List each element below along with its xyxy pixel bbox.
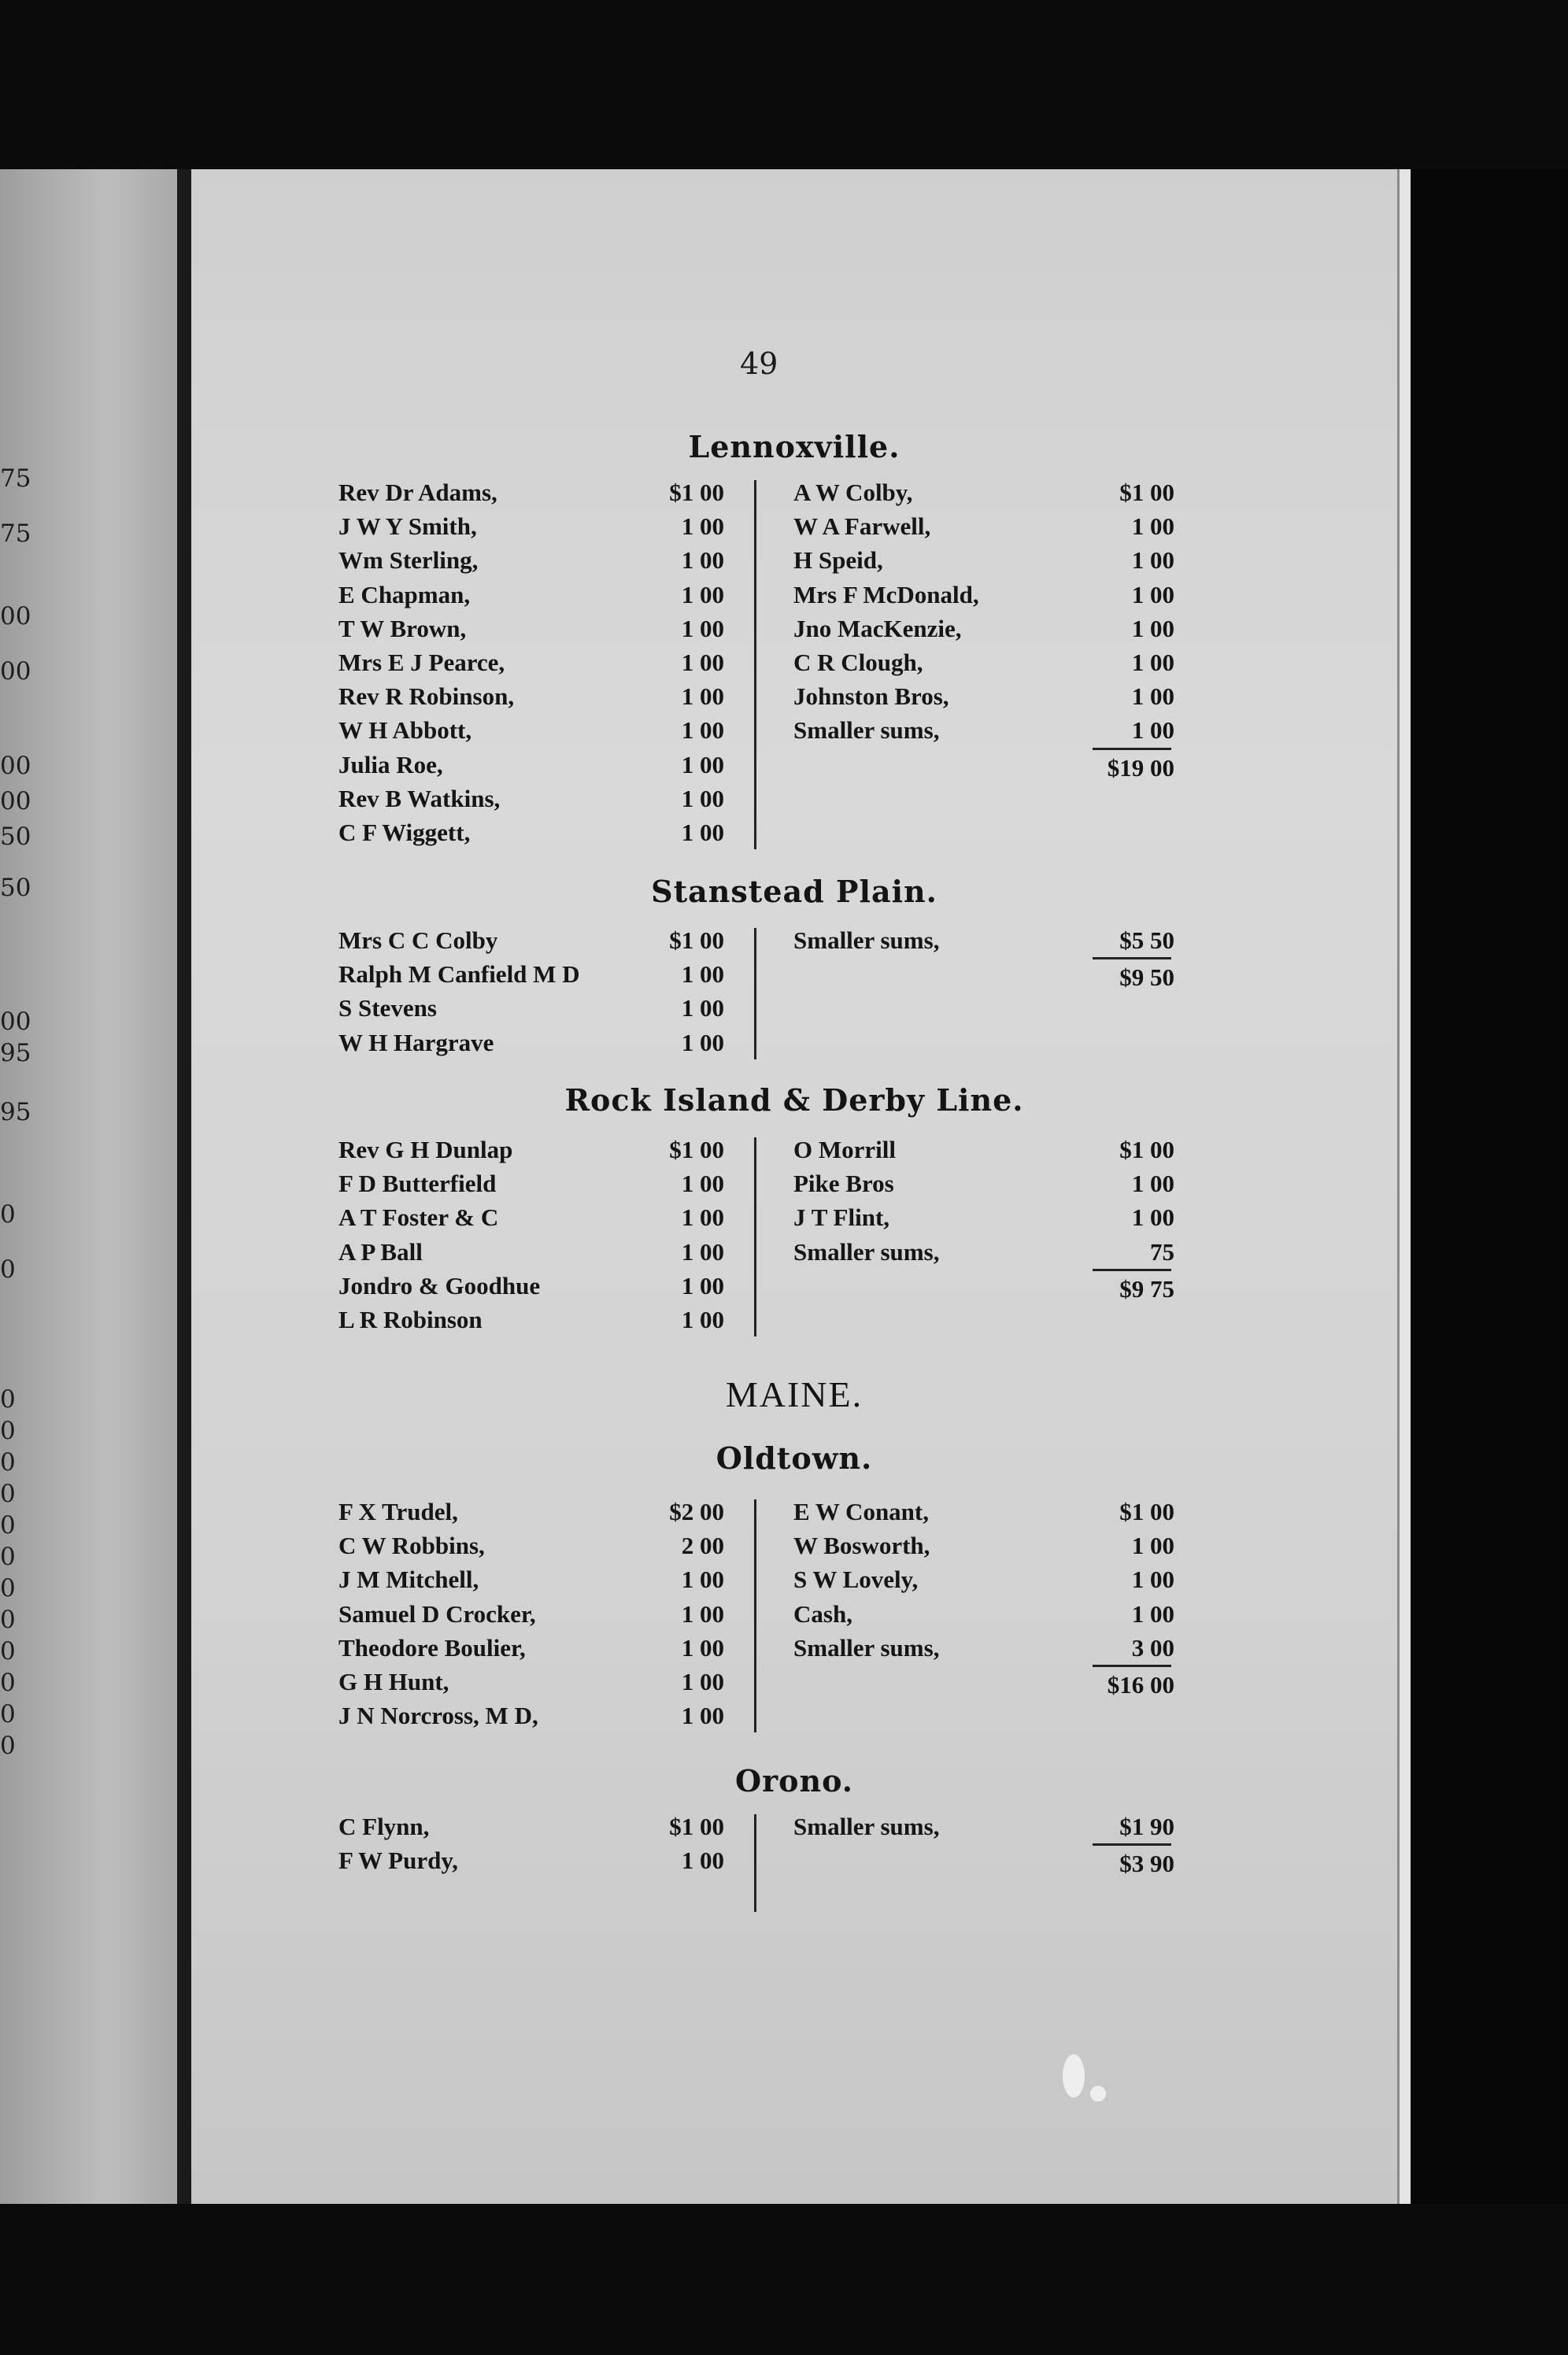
section-total: $19 00 xyxy=(1107,753,1174,782)
donation-amount: 1 00 xyxy=(681,1271,724,1300)
left-margin-number: 00 xyxy=(0,602,31,630)
donation-amount: $1 90 xyxy=(1119,1813,1174,1840)
section-heading-oldtown: Oldtown. xyxy=(716,1440,873,1476)
left-margin-number: 0 xyxy=(0,1732,16,1760)
donor-name: Jondro & Goodhue xyxy=(338,1271,541,1300)
scan-frame-top xyxy=(0,0,1568,169)
section-total: $9 75 xyxy=(1119,1274,1174,1303)
section-total: $3 90 xyxy=(1119,1850,1174,1878)
donor-name: E Chapman, xyxy=(338,580,471,608)
left-margin-number: 50 xyxy=(0,823,31,851)
donation-amount: 1 00 xyxy=(681,1203,724,1232)
donation-amount: 1 00 xyxy=(1131,580,1174,608)
donation-amount: 1 00 xyxy=(681,682,724,711)
list-item xyxy=(0,1306,1397,1339)
list-item xyxy=(0,1634,1397,1667)
section-total-row xyxy=(0,1850,1397,1883)
donor-name: A T Foster & C xyxy=(338,1203,499,1232)
left-margin-number: 00 xyxy=(0,787,31,815)
donation-amount: 1 00 xyxy=(681,546,724,575)
donor-name: W A Farwell, xyxy=(793,512,931,541)
donor-name: Smaller sums, xyxy=(793,926,940,954)
donation-amount: 1 00 xyxy=(1131,1170,1174,1198)
donation-amount: 2 00 xyxy=(681,1532,724,1560)
donor-name: Johnston Bros, xyxy=(793,682,949,711)
donation-amount: 1 00 xyxy=(681,716,724,745)
list-item xyxy=(0,1813,1397,1846)
list-item xyxy=(0,1532,1397,1565)
donor-name: E W Conant, xyxy=(793,1498,929,1525)
section-heading-stanstead: Stanstead Plain. xyxy=(651,874,937,909)
donation-amount: 1 00 xyxy=(1131,682,1174,711)
list-item xyxy=(0,819,1397,852)
donation-amount: 1 00 xyxy=(1131,1566,1174,1594)
donor-name: F W Purdy, xyxy=(338,1847,458,1875)
list-item xyxy=(0,994,1397,1027)
section-total-row xyxy=(0,1671,1397,1704)
donation-amount: 1 00 xyxy=(681,1170,724,1198)
donation-amount: 1 00 xyxy=(1131,546,1174,575)
donation-amount: 1 00 xyxy=(1131,1532,1174,1560)
donor-name: Smaller sums, xyxy=(793,1813,940,1840)
left-margin-number: 0 xyxy=(0,1543,16,1571)
donation-amount: 1 00 xyxy=(681,649,724,676)
donation-amount: 1 00 xyxy=(681,1566,724,1594)
left-margin-number: 0 xyxy=(0,1200,16,1229)
list-item xyxy=(0,926,1397,959)
donor-name: Mrs F McDonald, xyxy=(793,580,979,608)
left-margin-number: 0 xyxy=(0,1511,16,1540)
donation-amount: 1 00 xyxy=(681,960,724,989)
donation-amount: 1 00 xyxy=(1131,614,1174,642)
scan-frame-bottom xyxy=(0,2204,1568,2355)
list-item xyxy=(0,1136,1397,1169)
section-total-row xyxy=(0,963,1397,996)
total-rule xyxy=(1093,1269,1171,1271)
donation-amount: 1 00 xyxy=(681,614,724,642)
donation-amount: 1 00 xyxy=(681,750,724,778)
donation-amount: $1 00 xyxy=(1119,479,1174,506)
donor-name: Pike Bros xyxy=(793,1170,894,1198)
donation-amount: $1 00 xyxy=(1119,1498,1174,1525)
section-total: $16 00 xyxy=(1107,1671,1174,1699)
donation-amount: $5 50 xyxy=(1119,926,1174,954)
donor-name: Julia Roe, xyxy=(338,750,443,778)
list-item xyxy=(0,479,1397,512)
left-margin-number: 0 xyxy=(0,1669,16,1697)
left-margin-number: 0 xyxy=(0,1480,16,1508)
section-total-row xyxy=(0,754,1397,787)
donor-name: H Speid, xyxy=(793,546,883,575)
donation-amount: $1 00 xyxy=(669,926,724,954)
donor-name: A W Colby, xyxy=(793,479,913,506)
donor-name: S W Lovely, xyxy=(793,1566,919,1594)
donor-name: Mrs C C Colby xyxy=(338,926,498,954)
donor-name: Wm Sterling, xyxy=(338,546,479,575)
donor-name: Ralph M Canfield M D xyxy=(338,960,580,989)
left-margin-number: 50 xyxy=(0,874,31,902)
donor-name: O Morrill xyxy=(793,1136,896,1163)
donation-amount: 3 00 xyxy=(1131,1633,1174,1662)
list-item xyxy=(0,546,1397,579)
donor-name: J M Mitchell, xyxy=(338,1566,479,1594)
donation-amount: 75 xyxy=(1150,1237,1174,1266)
donor-name: J N Norcross, M D, xyxy=(338,1702,538,1730)
total-rule xyxy=(1093,957,1171,959)
donor-name: C Flynn, xyxy=(338,1813,430,1840)
total-rule xyxy=(1093,748,1171,750)
donor-name: G H Hunt, xyxy=(338,1668,449,1695)
total-rule xyxy=(1093,1843,1171,1846)
donor-name: Mrs E J Pearce, xyxy=(338,649,505,676)
donation-amount: 1 00 xyxy=(681,784,724,812)
donor-name: F X Trudel, xyxy=(338,1498,458,1525)
donor-name: C R Clough, xyxy=(793,649,923,676)
page-edge xyxy=(1397,169,1411,2204)
donation-amount: 1 00 xyxy=(1131,512,1174,541)
list-item xyxy=(0,649,1397,682)
donation-amount: $1 00 xyxy=(669,1813,724,1840)
donor-name: Rev Dr Adams, xyxy=(338,479,497,506)
donor-name: Smaller sums, xyxy=(793,716,940,745)
donor-name: W Bosworth, xyxy=(793,1532,930,1560)
donor-name: Cash, xyxy=(793,1599,852,1628)
donation-amount: 1 00 xyxy=(681,1633,724,1662)
donor-name: C F Wiggett, xyxy=(338,819,471,846)
left-margin-number: 0 xyxy=(0,1574,16,1603)
section-heading-lennoxville: Lennoxville. xyxy=(688,429,900,464)
donation-amount: 1 00 xyxy=(681,1847,724,1875)
left-margin-number: 95 xyxy=(0,1098,31,1126)
donor-name: Smaller sums, xyxy=(793,1633,940,1662)
donor-name: F D Butterfield xyxy=(338,1170,497,1198)
donor-name: Jno MacKenzie, xyxy=(793,614,962,642)
donor-name: Rev B Watkins, xyxy=(338,784,501,812)
list-item xyxy=(0,1238,1397,1271)
scan-blemish xyxy=(1063,2054,1085,2098)
donation-amount: $2 00 xyxy=(669,1498,724,1525)
list-item xyxy=(0,785,1397,818)
donation-amount: 1 00 xyxy=(681,1702,724,1730)
donation-amount: 1 00 xyxy=(1131,649,1174,676)
list-item xyxy=(0,1203,1397,1237)
donor-name: Smaller sums, xyxy=(793,1237,940,1266)
state-heading-maine: MAINE. xyxy=(725,1374,864,1414)
list-item xyxy=(0,682,1397,715)
donor-name: W H Abbott, xyxy=(338,716,472,745)
section-heading-orono: Orono. xyxy=(734,1763,853,1799)
donor-name: J W Y Smith, xyxy=(338,512,477,541)
donation-amount: 1 00 xyxy=(681,1237,724,1266)
list-item xyxy=(0,1566,1397,1599)
left-margin-number: 00 xyxy=(0,657,31,686)
left-margin-number: 0 xyxy=(0,1448,16,1477)
donation-amount: 1 00 xyxy=(1131,1599,1174,1628)
donation-amount: $1 00 xyxy=(669,1136,724,1163)
donor-name: W H Hargrave xyxy=(338,1028,494,1056)
list-item xyxy=(0,1600,1397,1633)
list-item xyxy=(0,1029,1397,1062)
donor-name: Rev R Robinson, xyxy=(338,682,515,711)
list-item xyxy=(0,581,1397,614)
donor-name: Rev G H Dunlap xyxy=(338,1136,513,1163)
donation-amount: 1 00 xyxy=(681,819,724,846)
donation-amount: 1 00 xyxy=(681,1306,724,1333)
donation-amount: 1 00 xyxy=(681,1599,724,1628)
donor-name: T W Brown, xyxy=(338,614,467,642)
donor-name: J T Flint, xyxy=(793,1203,890,1232)
donor-name: Theodore Boulier, xyxy=(338,1633,526,1662)
left-margin-number: 0 xyxy=(0,1385,16,1414)
scan-blemish xyxy=(1090,2086,1106,2102)
donor-name: S Stevens xyxy=(338,994,437,1022)
donor-name: L R Robinson xyxy=(338,1306,483,1333)
list-item xyxy=(0,1702,1397,1735)
page-number: 49 xyxy=(740,346,778,381)
list-item xyxy=(0,1498,1397,1531)
donor-name: Samuel D Crocker, xyxy=(338,1599,536,1628)
list-item xyxy=(0,716,1397,749)
section-total-row xyxy=(0,1275,1397,1308)
list-item xyxy=(0,615,1397,648)
donation-amount: $1 00 xyxy=(669,479,724,506)
donation-amount: 1 00 xyxy=(681,512,724,541)
left-margin-number: 0 xyxy=(0,1606,16,1634)
left-margin-number: 00 xyxy=(0,752,31,780)
left-margin-number: 75 xyxy=(0,464,31,493)
left-margin-number: 95 xyxy=(0,1039,31,1067)
left-margin-number: 0 xyxy=(0,1637,16,1666)
left-margin-number: 0 xyxy=(0,1255,16,1284)
left-margin-number: 0 xyxy=(0,1700,16,1728)
donor-name: A P Ball xyxy=(338,1237,423,1266)
left-margin-number: 75 xyxy=(0,519,31,548)
list-item xyxy=(0,1170,1397,1203)
donation-amount: 1 00 xyxy=(681,580,724,608)
donation-amount: 1 00 xyxy=(681,1668,724,1695)
total-rule xyxy=(1093,1665,1171,1667)
donor-name: C W Robbins, xyxy=(338,1532,485,1560)
left-margin-number: 00 xyxy=(0,1007,31,1036)
donation-amount: $1 00 xyxy=(1119,1136,1174,1163)
donation-amount: 1 00 xyxy=(681,1028,724,1056)
donation-amount: 1 00 xyxy=(1131,716,1174,745)
list-item xyxy=(0,512,1397,545)
left-margin-number: 0 xyxy=(0,1417,16,1445)
donation-amount: 1 00 xyxy=(1131,1203,1174,1232)
section-heading-rockisland: Rock Island & Derby Line. xyxy=(564,1082,1024,1118)
donation-amount: 1 00 xyxy=(681,994,724,1022)
section-total: $9 50 xyxy=(1119,963,1174,992)
